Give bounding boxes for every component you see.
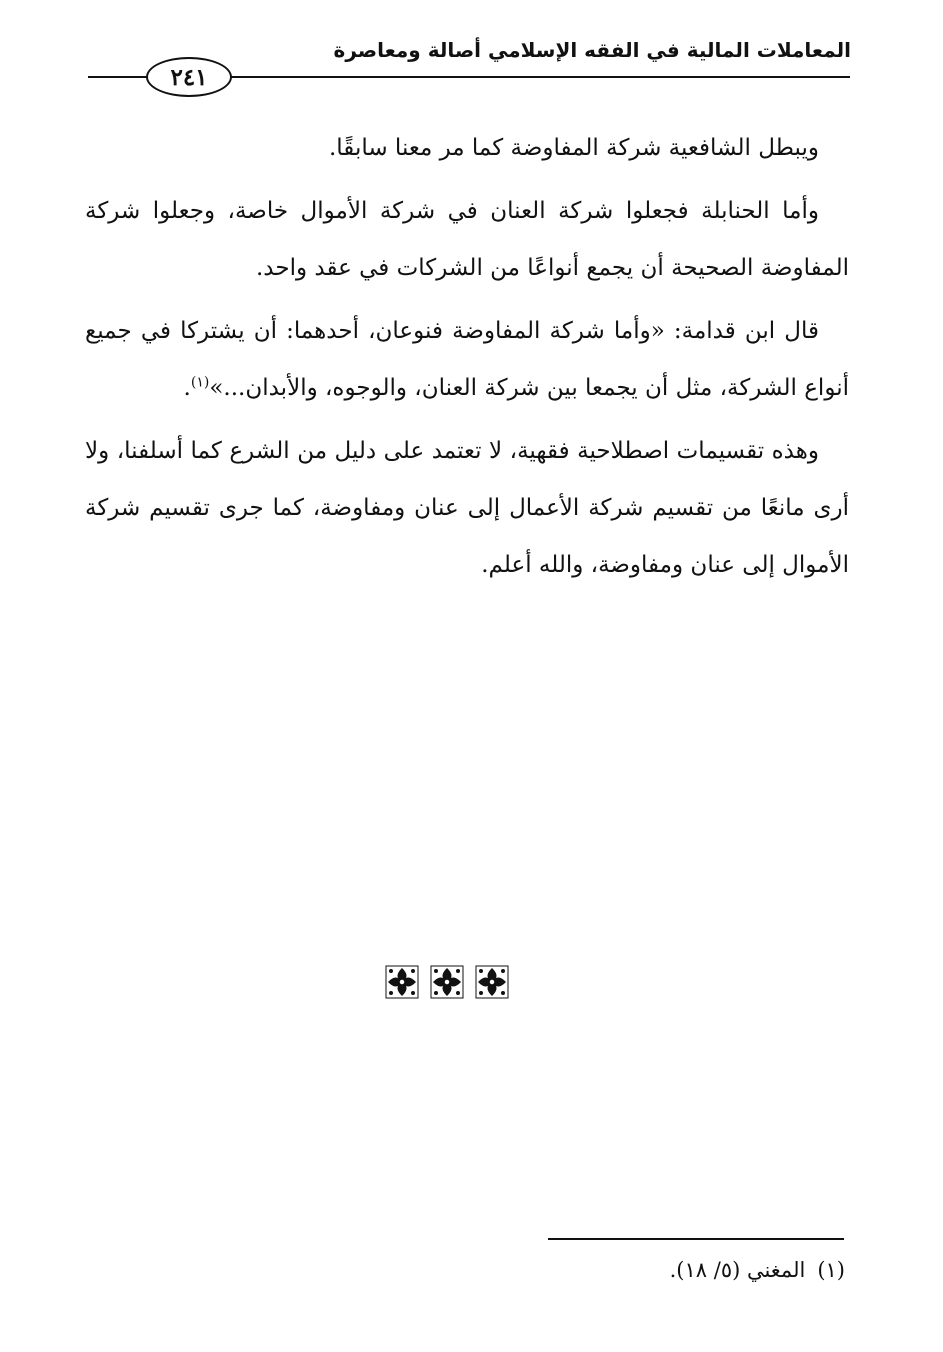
floral-ornament-icon	[429, 964, 465, 1000]
page-number: ٢٤١	[146, 57, 232, 97]
section-ornament	[384, 964, 510, 1002]
footnote-text: المغني (٥/ ١٨).	[669, 1258, 806, 1282]
paragraph-trailing: .	[183, 375, 191, 401]
footnote	[670, 1258, 845, 1282]
paragraph	[85, 303, 849, 417]
body-text	[85, 120, 849, 600]
paragraph-text: قال ابن قدامة: «وأما شركة المفاوضة فنوعان، أحدهما: أن يشتركا في جميع أنواع الشركة، مثل أن يجمعا بين شركة العنان، والوجوه، والأبدان...»	[85, 318, 849, 401]
floral-ornament-icon	[474, 964, 510, 1000]
running-title: المعاملات المالية في الفقه الإسلامي أصالة ومعاصرة	[333, 38, 851, 62]
footnote-rule	[548, 1238, 844, 1240]
footnote-number: (١)	[817, 1258, 845, 1282]
floral-ornament-icon	[384, 964, 420, 1000]
paragraph: وأما الحنابلة فجعلوا شركة العنان في شركة الأموال خاصة، وجعلوا شركة المفاوضة الصحيحة أن يجمع أنواعًا من الشركات في عقد واحد.	[85, 198, 849, 281]
footnote-reference[interactable]: (١)	[190, 374, 210, 391]
paragraph: وهذه تقسيمات اصطلاحية فقهية، لا تعتمد على دليل من الشرع كما أسلفنا، ولا أرى مانعًا من تقسيم شركة الأعمال إلى عنان ومفاوضة، كما جرى تقسيم شركة الأموال إلى عنان ومفاوضة، والله أعلم.	[85, 438, 849, 578]
paragraph: ويبطل الشافعية شركة المفاوضة كما مر معنا سابقًا.	[328, 135, 819, 161]
